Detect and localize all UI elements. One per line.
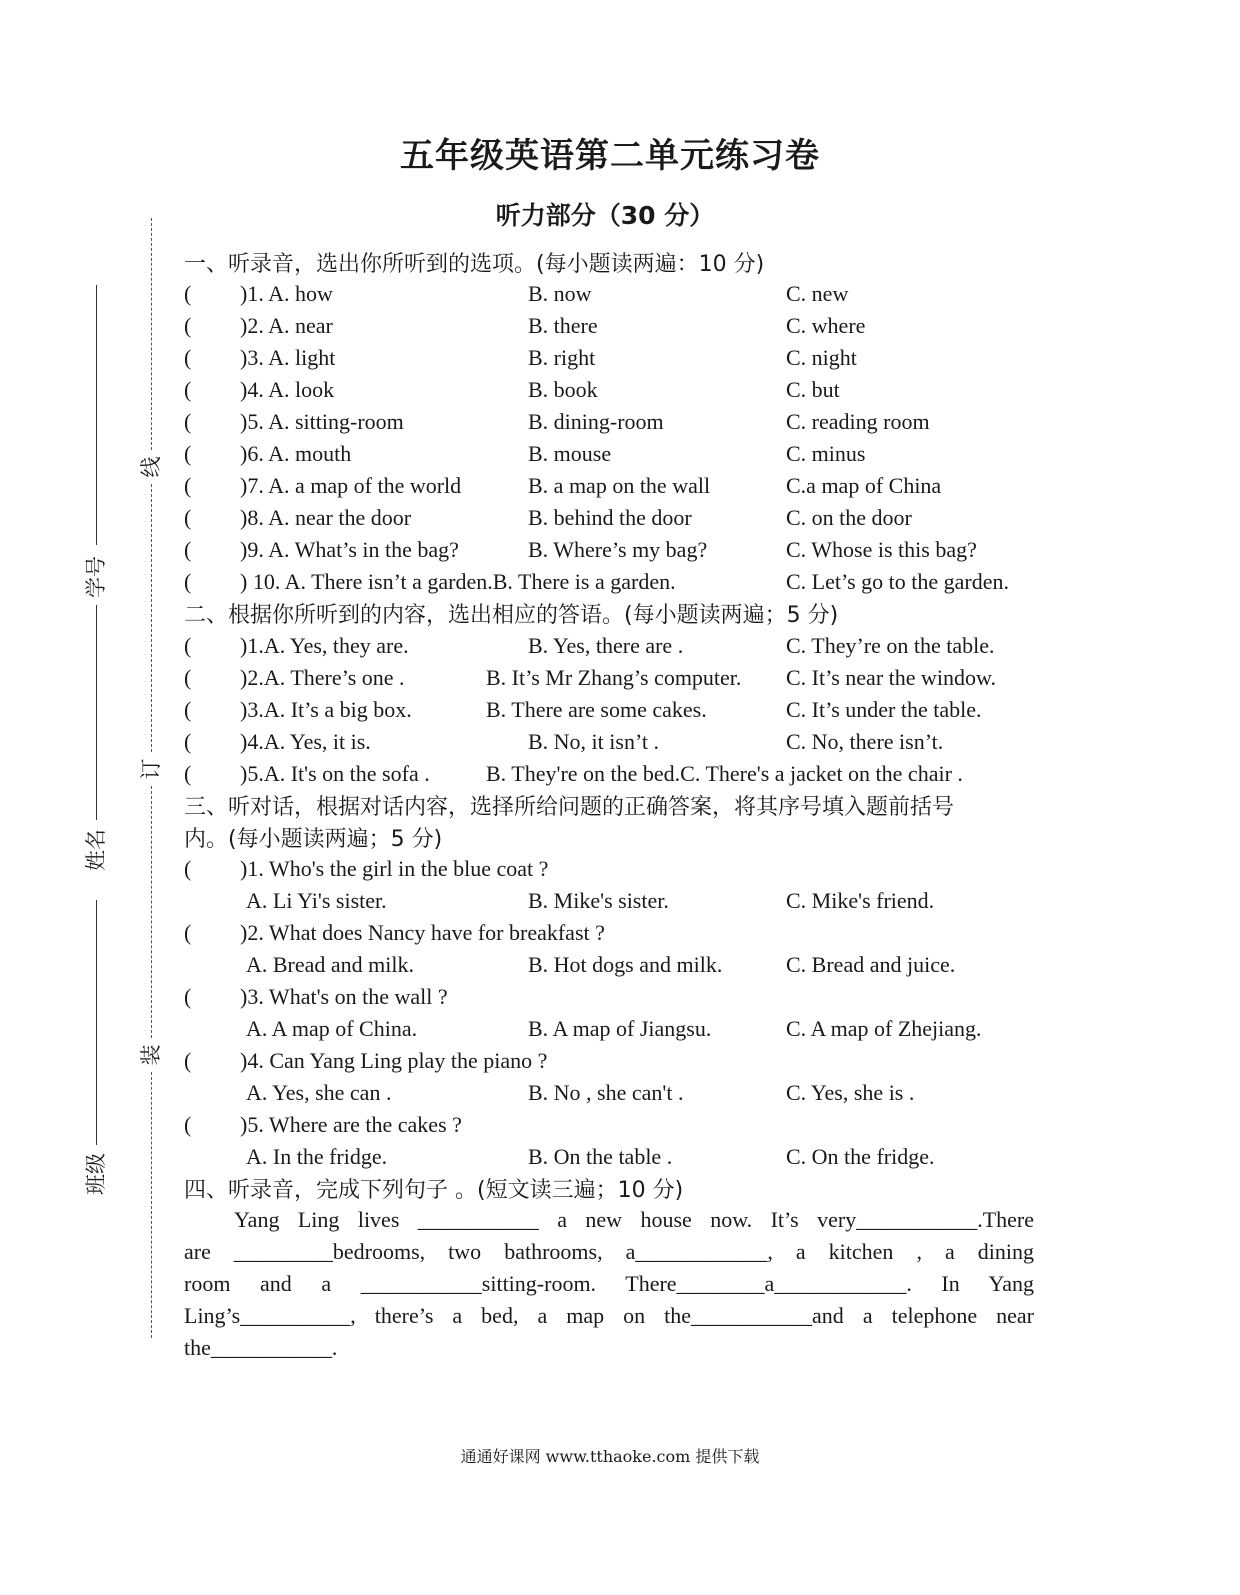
option-c: C. A map of Zhejiang. <box>786 1016 982 1041</box>
passage-line: the___________. <box>184 1335 338 1360</box>
option-b: B. book <box>528 377 598 402</box>
option-c: C. reading room <box>786 409 930 434</box>
question-text: )1. Who's the girl in the blue coat ? <box>240 856 549 881</box>
answer-bracket[interactable]: ( <box>184 505 192 530</box>
option-b-c: B. They're on the bed.C. There's a jacket on the chair . <box>486 761 963 786</box>
binding-dashed-line <box>151 1072 152 1338</box>
question-text: )3. What's on the wall ? <box>240 984 448 1009</box>
answer-bracket[interactable]: ( <box>184 1048 192 1073</box>
question-text: )4. Can Yang Ling play the piano ? <box>240 1048 548 1073</box>
binding-mark-zhuang: 装 <box>139 1044 163 1066</box>
option-a: )3.A. It’s a big box. <box>240 697 412 722</box>
option-c: C. No, there isn’t. <box>786 729 944 754</box>
option-a: )4. A. look <box>240 377 335 402</box>
option-c: C. but <box>786 377 840 402</box>
answer-bracket[interactable]: ( <box>184 920 192 945</box>
option-b: B. a map on the wall <box>528 473 711 498</box>
option-a: )6. A. mouth <box>240 441 352 466</box>
option-b: B. there <box>528 313 598 338</box>
option-c: C. minus <box>786 441 866 466</box>
section-3-heading: 三、听对话，根据对话内容，选择所给问题的正确答案，将其序号填入题前括号 <box>184 795 955 820</box>
binding-dashed-line <box>151 484 152 752</box>
option-b: B. Mike's sister. <box>528 888 669 913</box>
answer-bracket[interactable]: ( <box>184 473 192 498</box>
option-c: C. On the fridge. <box>786 1144 935 1169</box>
class-line <box>96 900 97 1145</box>
option-b: B. No, it isn’t . <box>528 729 660 754</box>
student-number-label: 学号 <box>84 556 108 598</box>
answer-bracket[interactable]: ( <box>184 697 192 722</box>
option-a-b: ) 10. A. There isn’t a garden.B. There is a garden. <box>240 569 676 594</box>
answer-bracket[interactable]: ( <box>184 761 192 786</box>
passage-line: room and a ___________sitting-room. There________a____________. In Yang <box>184 1271 1034 1296</box>
binding-dashed-line <box>151 218 152 450</box>
option-c: C. night <box>786 345 857 370</box>
answer-bracket[interactable]: ( <box>184 409 192 434</box>
option-b: B. There are some cakes. <box>486 697 707 722</box>
question-text: )5. Where are the cakes ? <box>240 1112 462 1137</box>
option-a: A. Li Yi's sister. <box>246 888 387 913</box>
option-c: C. Mike's friend. <box>786 888 935 913</box>
binding-dashed-line <box>151 786 152 1038</box>
option-a: )2.A. There’s one . <box>240 665 405 690</box>
answer-bracket[interactable]: ( <box>184 984 192 1009</box>
binding-mark-ding: 订 <box>139 758 163 780</box>
option-b: B. Where’s my bag? <box>528 537 708 562</box>
answer-bracket[interactable]: ( <box>184 569 192 594</box>
page-title: 五年级英语第二单元练习卷 <box>400 136 820 176</box>
option-a: )3. A. light <box>240 345 336 370</box>
passage-line: Ling’s__________, there’s a bed, a map on the___________and a telephone near <box>184 1303 1034 1328</box>
option-b: B. A map of Jiangsu. <box>528 1016 712 1041</box>
name-line <box>96 605 97 820</box>
passage-line: are _________bedrooms, two bathrooms, a____________, a kitchen , a dining <box>184 1239 1034 1264</box>
answer-bracket[interactable]: ( <box>184 313 192 338</box>
binding-mark-xian: 线 <box>139 456 163 478</box>
answer-bracket[interactable]: ( <box>184 537 192 562</box>
student-number-line <box>96 285 97 545</box>
option-c: C.a map of China <box>786 473 942 498</box>
answer-bracket[interactable]: ( <box>184 729 192 754</box>
option-c: C. Let’s go to the garden. <box>786 569 1010 594</box>
option-c: C. on the door <box>786 505 912 530</box>
option-a: )4.A. Yes, it is. <box>240 729 371 754</box>
answer-bracket[interactable]: ( <box>184 441 192 466</box>
answer-bracket[interactable]: ( <box>184 281 192 306</box>
option-c: C. where <box>786 313 866 338</box>
option-a: )5. A. sitting-room <box>240 409 404 434</box>
answer-bracket[interactable]: ( <box>184 856 192 881</box>
question-text: )2. What does Nancy have for breakfast ? <box>240 920 605 945</box>
option-a: )5.A. It's on the sofa . <box>240 761 430 786</box>
option-b: B. On the table . <box>528 1144 673 1169</box>
option-a: )7. A. a map of the world <box>240 473 462 498</box>
option-c: C. It’s under the table. <box>786 697 982 722</box>
section-1-heading: 一、听录音，选出你所听到的选项。(每小题读两遍：10 分) <box>184 252 765 277</box>
option-a: A. Yes, she can . <box>246 1080 392 1105</box>
answer-bracket[interactable]: ( <box>184 377 192 402</box>
option-c: C. new <box>786 281 849 306</box>
class-label: 班级 <box>84 1153 108 1195</box>
option-b: B. now <box>528 281 592 306</box>
option-a: )9. A. What’s in the bag? <box>240 537 459 562</box>
option-b: B. It’s Mr Zhang’s computer. <box>486 665 742 690</box>
answer-bracket[interactable]: ( <box>184 665 192 690</box>
option-a: )1. A. how <box>240 281 333 306</box>
answer-bracket[interactable]: ( <box>184 1112 192 1137</box>
answer-bracket[interactable]: ( <box>184 633 192 658</box>
option-a: )8. A. near the door <box>240 505 412 530</box>
passage-line: Yang Ling lives ___________ a new house now. It’s very___________.There <box>234 1207 1034 1232</box>
option-c: C. Yes, she is . <box>786 1080 915 1105</box>
name-label: 姓名 <box>84 829 108 871</box>
option-c: C. It’s near the window. <box>786 665 996 690</box>
answer-bracket[interactable]: ( <box>184 345 192 370</box>
option-a: A. In the fridge. <box>246 1144 388 1169</box>
option-c: C. Bread and juice. <box>786 952 956 977</box>
section-2-heading: 二、根据你所听到的内容，选出相应的答语。(每小题读两遍；5 分) <box>184 603 839 628</box>
option-a: )2. A. near <box>240 313 333 338</box>
option-c: C. They’re on the table. <box>786 633 995 658</box>
option-b: B. mouse <box>528 441 612 466</box>
option-c: C. Whose is this bag? <box>786 537 977 562</box>
option-a: A. Bread and milk. <box>246 952 415 977</box>
footer-source: 通通好课网 www.tthaoke.com 提供下载 <box>460 1447 760 1466</box>
section-3-heading-cont: 内。(每小题读两遍；5 分) <box>184 827 443 852</box>
option-b: B. No , she can't . <box>528 1080 684 1105</box>
section-4-heading: 四、听录音，完成下列句子 。(短文读三遍；10 分) <box>184 1178 684 1203</box>
option-b: B. behind the door <box>528 505 692 530</box>
option-b: B. dining-room <box>528 409 664 434</box>
option-a: A. A map of China. <box>246 1016 418 1041</box>
option-b: B. right <box>528 345 596 370</box>
page-subtitle: 听力部分（30 分） <box>495 201 715 230</box>
option-a: )1.A. Yes, they are. <box>240 633 409 658</box>
option-b: B. Hot dogs and milk. <box>528 952 723 977</box>
option-b: B. Yes, there are . <box>528 633 684 658</box>
